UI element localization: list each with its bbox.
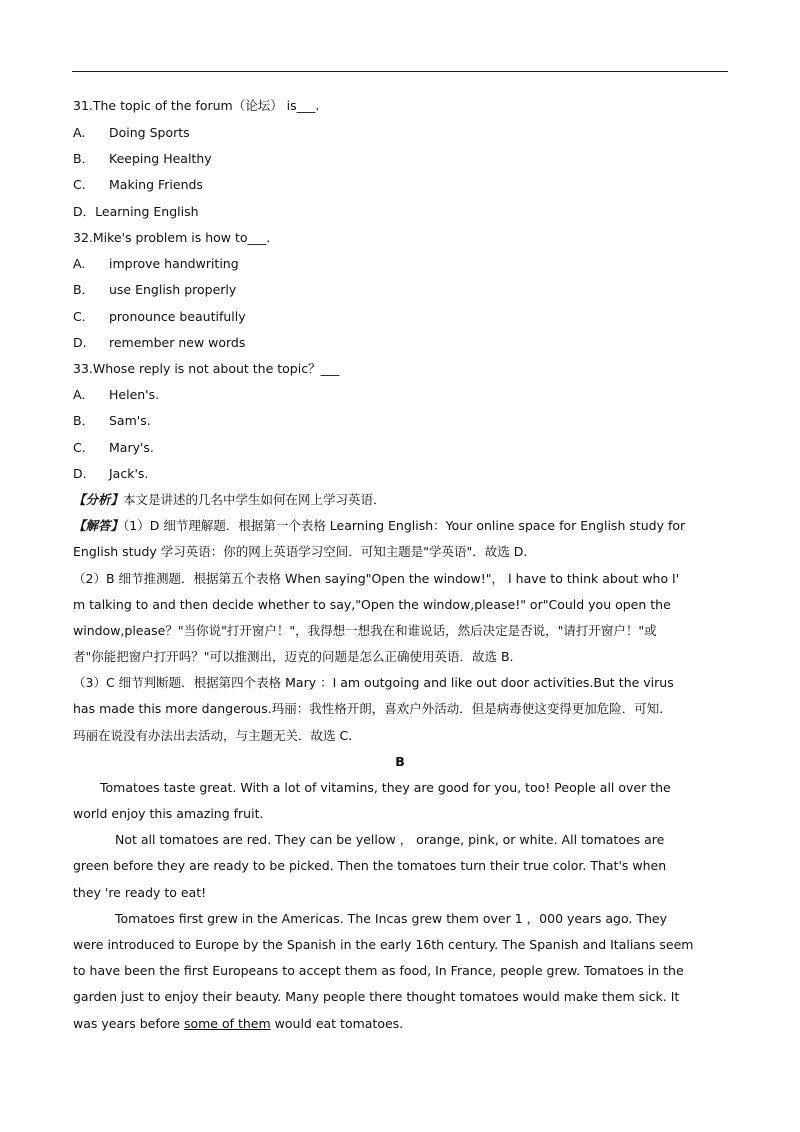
question-31-option-a — [73, 124, 190, 142]
question-31-option-c — [73, 176, 203, 194]
option-text: Helen's. — [109, 387, 160, 402]
option-letter: A. — [73, 387, 86, 402]
text-after: would eat tomatoes. — [270, 1016, 404, 1031]
paragraph-3-line-2: were introduced to Europe by the Spanish in the early 16th century. The Spanish and Italians seem — [73, 937, 694, 952]
question-33-option-d — [73, 465, 148, 483]
paragraph-3-line-1: Tomatoes first grew in the Americas. The Incas grew them over 1 ，000 years ago. They — [115, 911, 667, 926]
question-33-option-a — [73, 386, 159, 404]
question-33-option-c — [73, 439, 154, 457]
option-text: Making Friends — [109, 177, 203, 192]
question-32-option-a — [73, 255, 239, 273]
option-letter: D. — [73, 335, 87, 350]
answer-line-9: 玛丽在说没有办法出去活动，与主题无关．故选 C. — [73, 728, 353, 743]
answer-line-8: has made this more dangerous.玛丽：我性格开朗，喜欢户外活动．但是病毒使这变得更加危险．可知． — [73, 701, 672, 716]
analysis-text: 本文是讲述的几名中学生如何在网上学习英语． — [123, 492, 386, 507]
paragraph-2-line-3: they 're ready to eat! — [73, 885, 207, 900]
option-letter: A. — [73, 125, 86, 140]
section-b-heading: B — [395, 754, 405, 769]
option-letter: B． — [73, 413, 95, 428]
answer-line-4: m talking to and then decide whether to say,"Open the window,please!" or"Could you open the — [73, 597, 671, 612]
answer-line-6: 者"你能把窗户打开吗？"可以推测出，迈克的问题是怎么正确使用英语．故选 B. — [73, 649, 514, 664]
question-31-stem: 31.The topic of the forum（论坛） is___. — [73, 98, 320, 113]
option-letter: D． — [73, 204, 96, 219]
option-text: pronounce beautifully — [109, 309, 246, 324]
question-32-option-c — [73, 308, 246, 326]
option-text: Keeping Healthy — [109, 151, 212, 166]
option-text: use English properly — [109, 282, 237, 297]
option-letter: B． — [73, 151, 95, 166]
answer-line-3: （2）B 细节推测题．根据第五个表格 When saying"Open the window!"， I have to think about who I' — [73, 571, 680, 586]
answer-tag: 【解答】 — [73, 518, 124, 533]
option-letter: A. — [73, 256, 86, 271]
paragraph-1-line-1: Tomatoes taste great. With a lot of vitamins, they are good for you, too! People all over the — [100, 780, 671, 795]
option-letter: D. — [73, 466, 87, 481]
analysis-tag: 【分析】 — [73, 492, 124, 507]
paragraph-3-line-5 — [73, 1015, 403, 1033]
underlined-phrase: some of them — [183, 1016, 271, 1031]
option-letter: C. — [73, 440, 86, 455]
question-33-option-b — [73, 412, 151, 430]
option-letter: B． — [73, 282, 95, 297]
question-31-option-d — [73, 203, 199, 221]
option-text: Sam's. — [109, 413, 151, 428]
question-32-stem: 32.Mike's problem is how to___. — [73, 230, 271, 245]
answer-line-7: （3）C 细节判断题．根据第四个表格 Mary ：I am outgoing and like out door activities.But the virus — [73, 675, 674, 690]
option-letter: C. — [73, 177, 86, 192]
question-32-option-b — [73, 281, 236, 299]
paragraph-1-line-2: world enjoy this amazing fruit. — [73, 806, 264, 821]
text-before: was years before — [73, 1016, 184, 1031]
option-text: Mary's. — [109, 440, 154, 455]
question-31-option-b — [73, 150, 212, 168]
answer-line-1 — [73, 517, 685, 535]
option-text: Jack's. — [109, 466, 149, 481]
question-33-stem: 33.Whose reply is not about the topic？___ — [73, 361, 340, 376]
paragraph-2-line-2: green before they are ready to be picked. Then the tomatoes turn their true color. That's when — [73, 858, 667, 873]
option-text: remember new words — [109, 335, 246, 350]
option-letter: C. — [73, 309, 86, 324]
paragraph-3-line-3: to have been the first Europeans to accept them as food, In France, people grew. Tomatoes in the — [73, 963, 684, 978]
paragraph-2-line-1: Not all tomatoes are red. They can be yellow ， orange, pink, or white. All tomatoes are — [115, 832, 665, 847]
analysis-line — [73, 491, 386, 509]
option-text: Learning English — [95, 204, 199, 219]
question-32-option-d — [73, 334, 245, 352]
answer-line-5: window,please？"当你说"打开窗户！"，我得想一想我在和谁说话，然后决定是否说，"请打开窗户！"或 — [73, 623, 657, 638]
paragraph-3-line-4: garden just to enjoy their beauty. Many people there thought tomatoes would make them sick. It — [73, 989, 680, 1004]
header-rule — [72, 71, 728, 72]
answer-line-2: English study 学习英语：你的网上英语学习空间．可知主题是"学英语"．故选 D. — [73, 544, 528, 559]
answer-text: （1）D 细节理解题．根据第一个表格 Learning English：Your online space for English study for — [123, 518, 686, 533]
option-text: improve handwriting — [109, 256, 239, 271]
option-text: Doing Sports — [109, 125, 190, 140]
